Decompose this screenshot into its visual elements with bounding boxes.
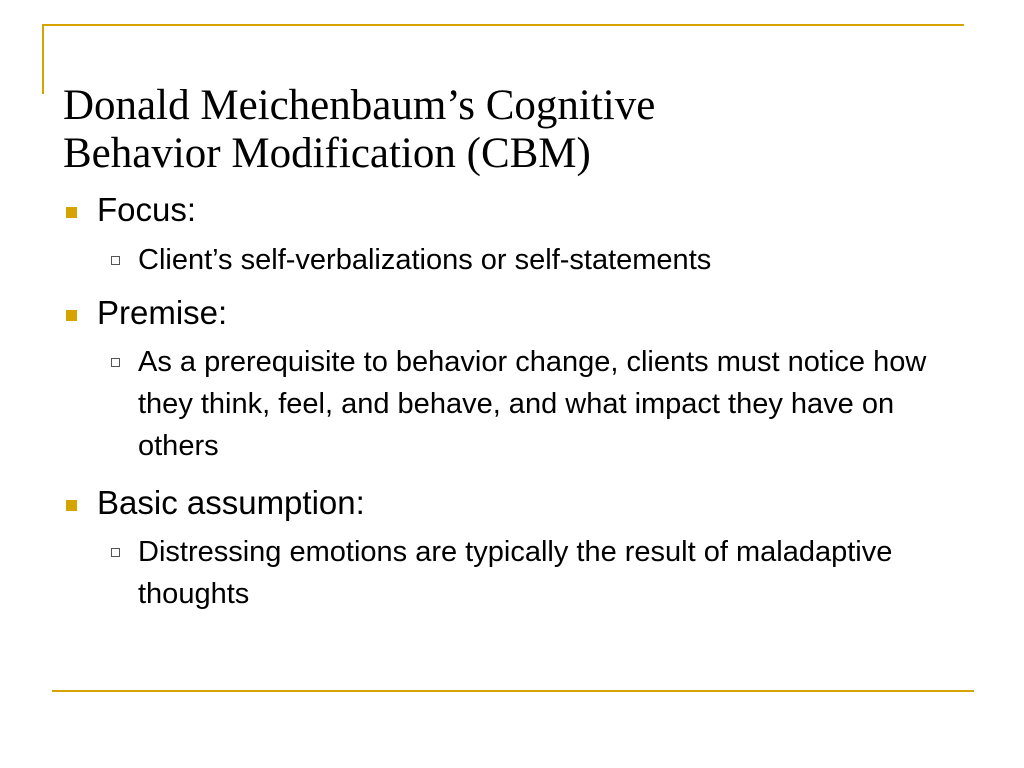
filled-square-bullet-icon — [66, 500, 77, 511]
title-line-1: Donald Meichenbaum’s Cognitive — [63, 82, 656, 129]
slide-content — [60, 188, 980, 615]
bullet-basic-assumption — [60, 481, 980, 525]
hollow-square-bullet-icon — [111, 256, 120, 265]
filled-square-bullet-icon — [66, 207, 77, 218]
bullet-premise — [60, 291, 980, 335]
bullet-label: Premise: — [97, 294, 228, 331]
sub-bullet-premise — [60, 341, 980, 467]
bullet-focus — [60, 188, 980, 232]
sub-bullet-text: Client’s self-verbalizations or self-statements — [138, 244, 712, 276]
filled-square-bullet-icon — [66, 310, 77, 321]
sub-bullet-text: As a prerequisite to behavior change, clients must notice how they think, feel, and behave, and what impact they have on others — [138, 346, 927, 462]
hollow-square-bullet-icon — [111, 358, 120, 367]
frame-top-line — [42, 24, 964, 26]
sub-bullet-focus — [60, 239, 980, 281]
bullet-label: Focus: — [97, 191, 197, 228]
hollow-square-bullet-icon — [111, 548, 120, 557]
sub-bullet-text: Distressing emotions are typically the result of maladaptive thoughts — [138, 536, 893, 610]
slide-title — [63, 82, 963, 178]
frame-bottom-line — [52, 690, 974, 692]
title-line-2: Behavior Modification (CBM) — [63, 130, 591, 177]
sub-bullet-basic-assumption — [60, 531, 980, 615]
frame-left-line — [42, 24, 44, 94]
bullet-label: Basic assumption: — [97, 484, 365, 521]
